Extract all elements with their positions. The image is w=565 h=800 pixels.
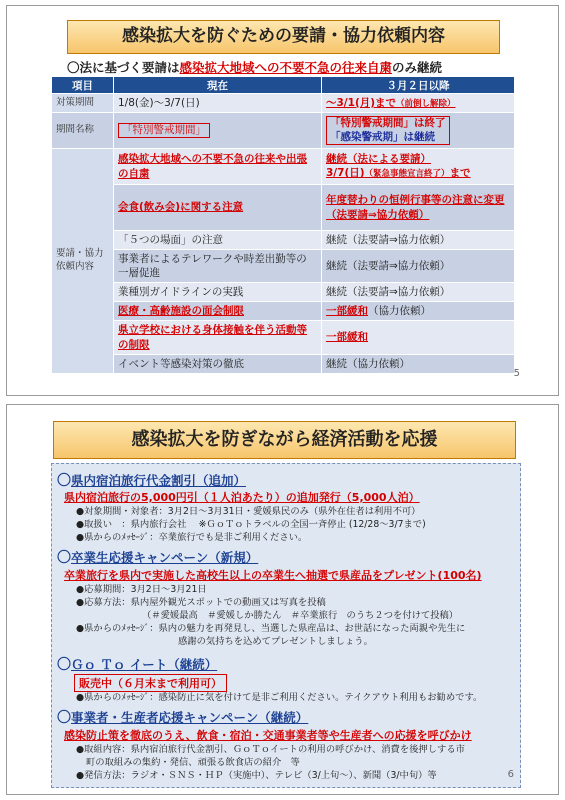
cell-current: 1/8(金)～3/7(日) <box>114 94 322 113</box>
table-row <box>52 302 515 321</box>
table-row <box>52 250 515 283</box>
bullet: ●応募方法：県内屋外観光スポットでの動画又は写真を投稿 <box>76 597 326 608</box>
header-item: 項目 <box>52 77 114 94</box>
after-line1: 継続（法による要請） <box>326 153 431 166</box>
page-number: 6 <box>507 769 514 780</box>
table-row <box>52 113 515 149</box>
slide-6 <box>6 404 559 795</box>
header-current: 現在 <box>114 77 322 94</box>
after-line2: 3/7(日) <box>326 167 365 180</box>
content-box <box>51 463 521 788</box>
request-table <box>51 76 515 374</box>
row-label: 期間名称 <box>52 113 114 149</box>
cell-current: 医療・高齢施設の面会制限 <box>114 302 322 321</box>
subtitle-highlight: 感染拡大地域への不要不急の往来自粛 <box>179 60 393 75</box>
subtitle-suffix: のみ継続 <box>392 60 443 75</box>
table-row <box>52 149 515 185</box>
cell-current: イベント等感染対策の徹底 <box>114 355 322 374</box>
cell-after: 継続（協力依頼） <box>322 355 515 374</box>
table-row <box>52 185 515 231</box>
cell-after <box>322 113 515 149</box>
section-heading: 〇事業者・生産者応援キャンペーン（継続） <box>57 710 309 726</box>
bullet: ●発信方法：ラジオ・ＳＮＳ・ＨＰ（実施中）、テレビ（3/上旬～）、新聞（3/中旬）等 <box>76 770 437 781</box>
slide5-subtitle <box>67 58 442 76</box>
section-title: 卒業生応援キャンペーン（新規） <box>71 550 259 565</box>
cell-after <box>322 149 515 185</box>
cell-current: 感染拡大地域への不要不急の往来や出張の自粛 <box>114 149 322 185</box>
slide5-title: 感染拡大を防ぐための要請・協力依頼内容 <box>67 20 500 54</box>
section-title: Ｇｏ Ｔｏ イート（継続） <box>71 657 218 672</box>
section-highlight: 卒業旅行を県内で実施した高校生以上の卒業生へ抽選で県産品をプレゼント(100名) <box>64 569 482 582</box>
cell-current: 県立学校における身体接触を伴う活動等の制限 <box>114 321 322 355</box>
after-note: （緊急事態宣言終了） <box>364 169 450 180</box>
cell-after <box>322 302 515 321</box>
after-rest: （協力依頼） <box>368 304 431 317</box>
bullet: ●対象期間・対象者：3月2日～3月31日・愛媛県民のみ（県外在住者は利用不可） <box>76 506 421 517</box>
cell-current <box>114 113 322 149</box>
page-number: 5 <box>513 368 520 379</box>
table-row <box>52 321 515 355</box>
bullet: ●県からのﾒｯｾｰｼﾞ：県内の魅力を再発見し、当選した県産品は、お世話になった両親や先生に <box>76 623 466 634</box>
bullet-continued: 町の取組みの集約・発信、頑張る飲食店の紹介 等 <box>86 757 300 768</box>
row-label: 対策期間 <box>52 94 114 113</box>
cell-current: 事業者によるテレワークや時差出勤等の一層促進 <box>114 250 322 283</box>
bullet: ●応募期間：3月2日～3月21日 <box>76 584 207 595</box>
after-line2b: は継続 <box>403 130 435 143</box>
bullet: ●取扱い ：県内旅行会社 ※ＧｏＴｏトラベルの全国一斉停止 (12/28～3/7まで) <box>76 519 426 530</box>
cell-after: 継続（法要請⇒協力依頼） <box>322 231 515 250</box>
slide-5 <box>6 5 559 396</box>
header-after: ３月２日以降 <box>322 77 515 94</box>
request-label: 要請・協力依頼内容 <box>52 149 114 374</box>
cell-current: 「５つの場面」の注意 <box>114 231 322 250</box>
cell-current: 業種別ガイドラインの実践 <box>114 283 322 302</box>
bullet: ●取組内容：県内宿泊旅行代金割引、ＧｏＴｏイートの利用の呼びかけ、消費を後押しする市 <box>76 744 465 755</box>
section-title: 県内宿泊旅行代金割引（追加） <box>71 473 247 488</box>
status-box: 販売中（６月末まで利用可） <box>74 674 227 692</box>
bullet: ●県からのﾒｯｾｰｼﾞ：卒業旅行でも是非ご利用ください。 <box>76 532 308 543</box>
table-header-row <box>52 77 515 94</box>
table-row <box>52 231 515 250</box>
subtitle-prefix: 〇法に基づく要請は <box>67 60 180 75</box>
after-red: 一部緩和 <box>326 331 368 344</box>
after-main: ～3/1(月)まで <box>326 96 397 109</box>
cell-after: 年度替わりの恒例行事等の注意に変更（法要請⇒協力依頼） <box>322 185 515 231</box>
table-row <box>52 94 515 113</box>
bullet-continued: 感謝の気持ちを込めてプレゼントしましょう。 <box>178 636 373 647</box>
section-highlight: 県内宿泊旅行の5,000円引（１人泊あたり）の追加発行（5,000人泊） <box>64 491 420 504</box>
section-title: 事業者・生産者応援キャンペーン（継続） <box>71 710 309 725</box>
bullet: ●県からのﾒｯｾｰｼﾞ：感染防止に気を付けて是非ご利用ください。テイクアウト利用もお勧めです。 <box>76 692 483 703</box>
section-heading: 〇県内宿泊旅行代金割引（追加） <box>57 473 247 489</box>
after-line1: 「特別警戒期間」は終了 <box>330 117 446 130</box>
after-tail: まで <box>449 167 471 180</box>
after-red: 一部緩和 <box>326 304 368 317</box>
slide6-title: 感染拡大を防ぎながら経済活動を応援 <box>53 421 516 459</box>
cell-after: 継続（法要請⇒協力依頼） <box>322 250 515 283</box>
table-row <box>52 355 515 374</box>
cell-after <box>322 321 515 355</box>
after-line2a: 「感染警戒期」 <box>330 130 404 143</box>
section-highlight: 感染防止策を徹底のうえ、飲食・宿泊・交通事業者等や生産者への応援を呼びかけ <box>64 729 472 742</box>
bullet-continued: （＃愛媛最高 ＃愛媛しか勝たん ＃卒業旅行 のうち２つを付けて投稿） <box>142 610 459 621</box>
section-heading: 〇Ｇｏ Ｔｏ イート（継続） <box>57 657 218 673</box>
period-name: 「特別警戒期間」 <box>118 123 210 139</box>
table-row <box>52 283 515 302</box>
section-heading: 〇卒業生応援キャンペーン（新規） <box>57 550 259 566</box>
cell-after <box>322 94 515 113</box>
after-note: （前倒し解除） <box>396 98 456 109</box>
cell-current: 会食(飲み会)に関する注意 <box>114 185 322 231</box>
cell-after: 継続（法要請⇒協力依頼） <box>322 283 515 302</box>
